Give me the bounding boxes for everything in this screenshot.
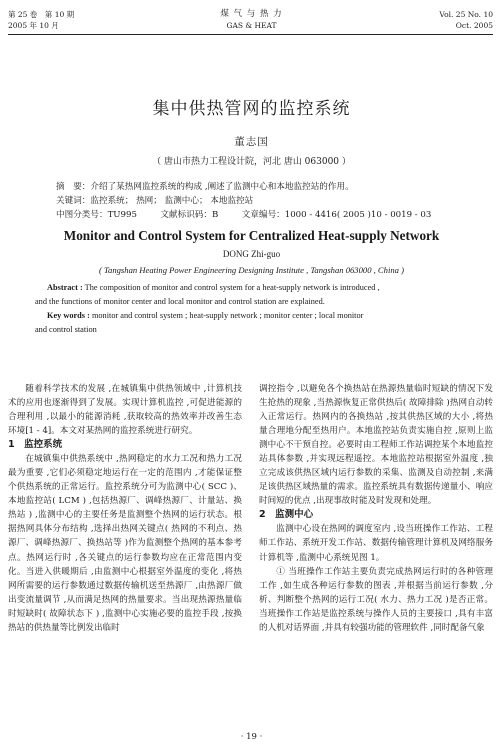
affiliation-en: ( Tangshan Heating Power Engineering Designing Institute , Tangshan 063000 , China ) [99, 265, 404, 275]
right-paragraph-3-text: ① 当班操作工作站主要负责完成热网运行时的各种管理工作 ,如生成各种运行参数的图表 ,并根据当前运行参数 ,分析、判断整个热网的运行工况( 水力、热力工况 )是否正常。当班操作工作站是监控系统与操作人员的主要接口 ,具有丰富的人机对话界面 ,并具有较强功能的管理软件 ,同时配备气象 [259, 566, 493, 633]
section-1-paragraph [8, 452, 242, 635]
paper-title-cn: 集中供热管网的监控系统 [152, 99, 351, 119]
author-en: DONG Zhi-guo [222, 249, 281, 259]
intro-text: 随着科学技术的发展 ,在城镇集中供热领域中 ,计算机技术的应用也逐渐得到了发展。实现计算机监控 ,可促进能源的合理利用 ,以最小的能源消耗 ,获取较高的热效率并改善生态环境[1 - 4]。本文对某热网的监控系统进行研究。 [8, 384, 242, 437]
section-1-title: 监控系统 [24, 439, 63, 451]
journal-name-en: GAS & HEAT [226, 21, 277, 30]
right-column [259, 382, 493, 635]
journal-date-en: Oct. 2005 [455, 21, 493, 30]
keywords-cn-text: 监控系统； 热网； 监测中心； 本地监控站 [90, 196, 254, 206]
author-cn: 董志国 [234, 136, 269, 148]
section-2-number: 2 [259, 509, 266, 521]
document-code: 文献标识码：B [160, 210, 219, 220]
keywords-cn [56, 194, 253, 208]
page-number: · 19 · [240, 732, 263, 742]
section-1-heading [8, 438, 242, 452]
paper-title-en: Monitor and Control System for Centralized Heat-supply Network [63, 228, 440, 243]
journal-name: 煤 气 与 热 力 [220, 9, 283, 19]
abstract-cn-label: 摘 要： [56, 182, 91, 192]
journal-volume-issue: 第 25 卷 第 10 期 [8, 10, 75, 19]
right-paragraph-2 [259, 522, 493, 564]
right-paragraph-1 [259, 382, 493, 508]
abstract-en [35, 281, 380, 337]
header-rule [8, 34, 493, 35]
keywords-cn-label: 关键词： [56, 196, 91, 206]
abstract-en-line2: and the functions of monitor center and local monitor and control station are explained. [35, 297, 325, 306]
keywords-en-line1: monitor and control system ; heat-supply network ; monitor center ; local monitor [91, 311, 364, 320]
keywords-en-line2: and control station [35, 325, 97, 334]
clc-number: 中图分类号：TU995 [56, 210, 137, 220]
section-1-number: 1 [8, 439, 15, 451]
keywords-en-label: Key words : [47, 311, 90, 320]
abstract-en-line1: The composition of monitor and control system for a heat-supply network is introduced , [84, 283, 380, 292]
abstract-cn [56, 180, 354, 194]
section-2-title: 监测中心 [275, 509, 314, 521]
section-2-heading [259, 508, 493, 522]
journal-date: 2005 年 10 月 [8, 21, 59, 30]
left-column [8, 382, 242, 635]
right-paragraph-3 [259, 565, 493, 635]
right-paragraph-2-text: 监测中心设在热网的调度室内 ,设当班操作工作站、工程师工作站、系统开发工作站、数据传输管理计算机及网络服务计算机等 ,监测中心系统见图 1。 [259, 524, 493, 563]
abstract-cn-text: 介绍了某热网监控系统的构成 ,阐述了监测中心和本地监控站的作用。 [90, 182, 354, 192]
intro-paragraph [8, 382, 242, 438]
section-1-text: 在城镇集中供热系统中 ,热网稳定的水力工况和热力工况最为重要 ,它们必须稳定地运行在一定的范围内 ,才能保证整个供热系统的正常运行。监控系统分可为监测中心( SCC )、本地监控站( LCM ) ,包括热源厂、调峰热源厂、计量站、换热站 ) ,监测中心的主要任务是监测整个热网的运行状态。根据热网具体分布结构 ,选择出热网关键点( 热网的不利点、热源厂、调峰热源厂、换热站等 )作为监测整个热网的基本参考点。热网运行时 ,各关键点的运行参数均应在正常范围内变化。当进入供暖期后 ,由监测中心根据室外温度的变化 ,将热网所需要的运行参数通过数据传输机送至热源厂 ,由热源厂做出变流量调节 ,从而满足热网的热量要求。当出现热源热量临时短缺时( 故障状态下 ) ,监测中心实施必要的监控手段 ,按换热站的供热量等比例发出临时 [8, 454, 242, 633]
affiliation-cn: （ 唐山市热力工程设计院，河北 唐山 063000 ） [152, 157, 351, 167]
classification-row [56, 208, 431, 222]
article-number: 文章编号：1000 - 4416( 2005 )10 - 0019 - 03 [241, 210, 432, 220]
right-paragraph-1-text: 调控指令 ,以避免各个换热站在热源热量临时短缺的情况下发生抢热的现象 ,当热源恢复正常供热后( 故障排除 )热网自动转入正常运行。热网内的各换热站 ,按其供热区域的大小 ,将热量合理地分配至热用户。本地监控站负责实施自控 ,原则上监测中心不干预自控。必要时由工程师工作站调控某个本地监控站具体参数 ,并实现远程遥控。本地监控站根据室外温度 ,独立完成该供热区域内运行参数的采集、监测及自动控制 ,来满足该供热区域热量的需求。监控系统具有数据传递量小、响应时间短的优点 ,出现事故时能及时发现和处理。 [259, 384, 493, 507]
journal-vol-en: Vol. 25 No. 10 [439, 10, 493, 19]
abstract-en-label: Abstract : [47, 283, 83, 292]
